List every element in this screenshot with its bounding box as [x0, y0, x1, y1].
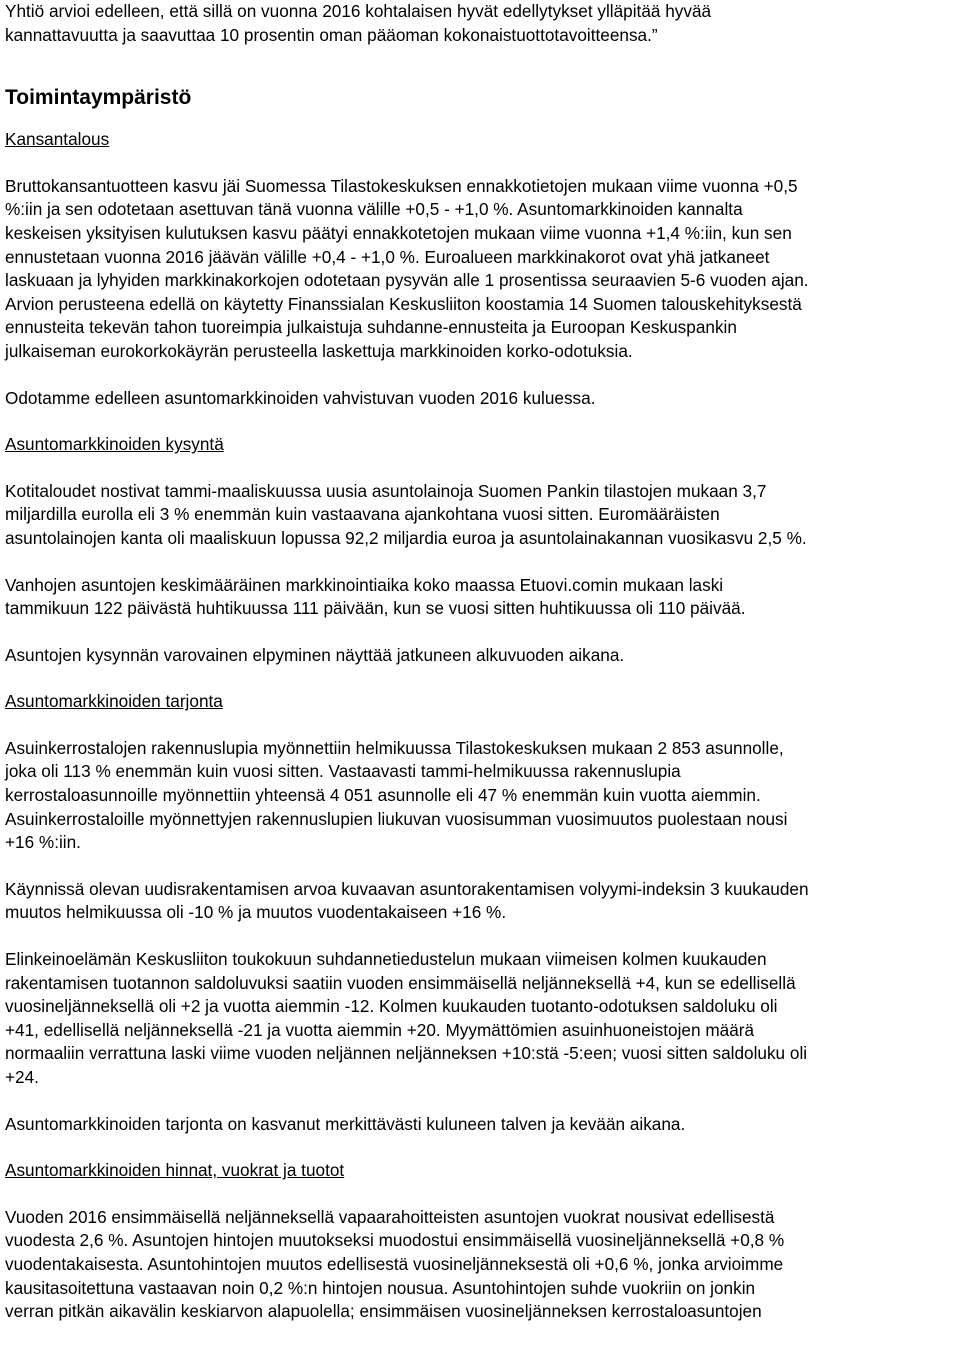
text-line: Odotamme edelleen asuntomarkkinoiden vahvistuvan vuoden 2016 kuluessa. — [5, 387, 596, 408]
text-line: kannattavuutta ja saavuttaa 10 prosentin oman pääoman kokonaistuottotavoitteensa.” — [5, 24, 658, 45]
text-line: Asuinkerrostaloille myönnettyjen rakennuslupien liukuvan vuosisumman vuosimuutos puolestaan nousi — [5, 808, 788, 829]
text-line: vuodesta 2,6 %. Asuntojen hintojen muutokseksi muodostui ensimmäisellä vuosineljänneksellä +0,8 % — [5, 1230, 785, 1251]
text-line: rakentamisen tuotannon saldoluvuksi saatiin vuoden ensimmäisellä neljänneksellä +4, kun se edellisellä — [5, 972, 796, 993]
text-line: vuosineljänneksellä oli +2 ja vuotta aiemmin -12. Kolmen kuukauden tuotanto-odotuksen saldoluku oli — [5, 996, 778, 1017]
paragraph — [5, 387, 960, 411]
paragraph — [5, 644, 960, 668]
section — [5, 128, 960, 410]
intro-paragraph — [5, 0, 960, 47]
paragraph — [5, 948, 960, 1090]
text-line: joka oli 113 % enemmän kuin vuosi sitten. Vastaavasti tammi-helmikuussa rakennuslupia — [5, 761, 681, 782]
text-line: kausitasoitettuna vastaavan noin 0,2 %:n hintojen nousua. Asuntohintojen suhde vuokriin on jonkin — [5, 1277, 756, 1298]
text-line: Vuoden 2016 ensimmäisellä neljänneksellä vapaarahoitteisten asuntojen vuokrat nousivat edellisestä — [5, 1206, 775, 1227]
text-line: Elinkeinoelämän Keskusliiton toukokuun suhdannetiedustelun mukaan viimeisen kolmen kuukauden — [5, 949, 767, 970]
subsection-title: Asuntomarkkinoiden tarjonta — [5, 691, 223, 712]
text-line: verran pitkän aikavälin keskiarvon alapuolella; ensimmäisen vuosineljänneksen kerrostaloasuntojen — [5, 1301, 762, 1322]
paragraph — [5, 878, 960, 925]
text-line: muutos helmikuussa oli -10 % ja muutos vuodentakaiseen +16 %. — [5, 902, 507, 923]
text-line: Asuntomarkkinoiden tarjonta on kasvanut merkittävästi kuluneen talven ja kevään aikana. — [5, 1113, 686, 1134]
text-line: Asuinkerrostalojen rakennuslupia myönnettiin helmikuussa Tilastokeskuksen mukaan 2 853 asunnolle, — [5, 737, 784, 758]
section — [5, 1159, 960, 1324]
text-line: Bruttokansantuotteen kasvu jäi Suomessa Tilastokeskuksen ennakkotietojen mukaan viime vuonna +0,5 — [5, 175, 798, 196]
text-line: Asuntojen kysynnän varovainen elpyminen näyttää jatkuneen alkuvuoden aikana. — [5, 644, 625, 665]
paragraph — [5, 480, 960, 551]
paragraph — [5, 1206, 960, 1324]
text-line: %:iin ja sen odotetaan asettuvan tänä vuonna välille +0,5 - +1,0 %. Asuntomarkkinoiden kannalta — [5, 199, 743, 220]
text-line: Vanhojen asuntojen keskimääräinen markkinointiaika koko maassa Etuovi.comin mukaan laski — [5, 574, 724, 595]
text-line: Kotitaloudet nostivat tammi-maaliskuussa uusia asuntolainoja Suomen Pankin tilastojen mukaan 3,7 — [5, 480, 767, 501]
text-line: +41, edellisellä neljänneksellä -21 ja vuotta aiemmin +20. Myymättömien asuinhuoneistojen määrä — [5, 1019, 755, 1040]
text-line: kerrostaloasunnoille myönnettiin yhteensä 4 051 asunnolle eli 47 % enemmän kuin vuotta aiemmin. — [5, 785, 761, 806]
section — [5, 690, 960, 1136]
text-line: miljardilla eurolla eli 3 % enemmän kuin vastaavana ajankohtana vuosi sitten. Euromääräisten — [5, 504, 720, 525]
text-line: Yhtiö arvioi edelleen, että sillä on vuonna 2016 kohtalaisen hyvät edellytykset ylläpitää hyvää — [5, 1, 712, 21]
text-line: +16 %:iin. — [5, 832, 81, 853]
subsection-title: Asuntomarkkinoiden kysyntä — [5, 434, 224, 455]
section-heading: Toimintaympäristö — [5, 86, 192, 110]
text-line: keskeisen yksityisen kulutuksen kasvu päätyi ennakkotetojen mukaan viime vuonna +1,4 %:iin, kun sen — [5, 222, 792, 243]
text-line: laskuaan ja lyhyiden markkinakorkojen odotetaan pysyvän alle 1 prosentissa seuraavien 5-6 vuoden ajan. — [5, 270, 809, 291]
text-line: ennustetaan vuonna 2016 jäävän välille +0,4 - +1,0 %. Euroalueen markkinakorot ovat yhä jatkaneet — [5, 246, 770, 267]
paragraph — [5, 574, 960, 621]
subsection-title: Kansantalous — [5, 129, 110, 150]
subsection-title: Asuntomarkkinoiden hinnat, vuokrat ja tuotot — [5, 1160, 345, 1181]
section — [5, 433, 960, 667]
text-line: ennusteita tekevän tahon tuoreimpia julkaistuja suhdanne-ennusteita ja Euroopan Keskuspankin — [5, 317, 737, 338]
text-line: vuodentakaisesta. Asuntohintojen muutos edellisestä vuosineljänneksestä oli +0,6 %, jonka arvioimme — [5, 1253, 784, 1274]
text-line: tammikuun 122 päivästä huhtikuussa 111 päivään, kun se vuosi sitten huhtikuussa oli 110 päivää. — [5, 598, 746, 619]
paragraph — [5, 175, 960, 364]
text-line: asuntolainojen kanta oli maaliskuun lopussa 92,2 miljardia euroa ja asuntolainakannan vuosikasvu 2,5 %. — [5, 527, 807, 548]
paragraph — [5, 1113, 960, 1137]
document-page — [5, 0, 960, 1347]
text-line: +24. — [5, 1067, 39, 1087]
paragraph — [5, 737, 960, 855]
text-line: Arvion perusteena edellä on käytetty Finanssialan Keskusliiton koostamia 14 Suomen talouskehityksestä — [5, 293, 802, 314]
text-line: julkaiseman eurokorkokäyrän perusteella laskettuja markkinoiden korko-odotuksia. — [5, 340, 633, 361]
text-line: normaaliin verrattuna laski viime vuoden neljännen neljänneksen +10:stä -5:een; vuosi sitten saldoluku oli — [5, 1043, 808, 1064]
text-line: Käynnissä olevan uudisrakentamisen arvoa kuvaavan asuntorakentamisen volyymi-indeksin 3 kuukauden — [5, 878, 809, 899]
